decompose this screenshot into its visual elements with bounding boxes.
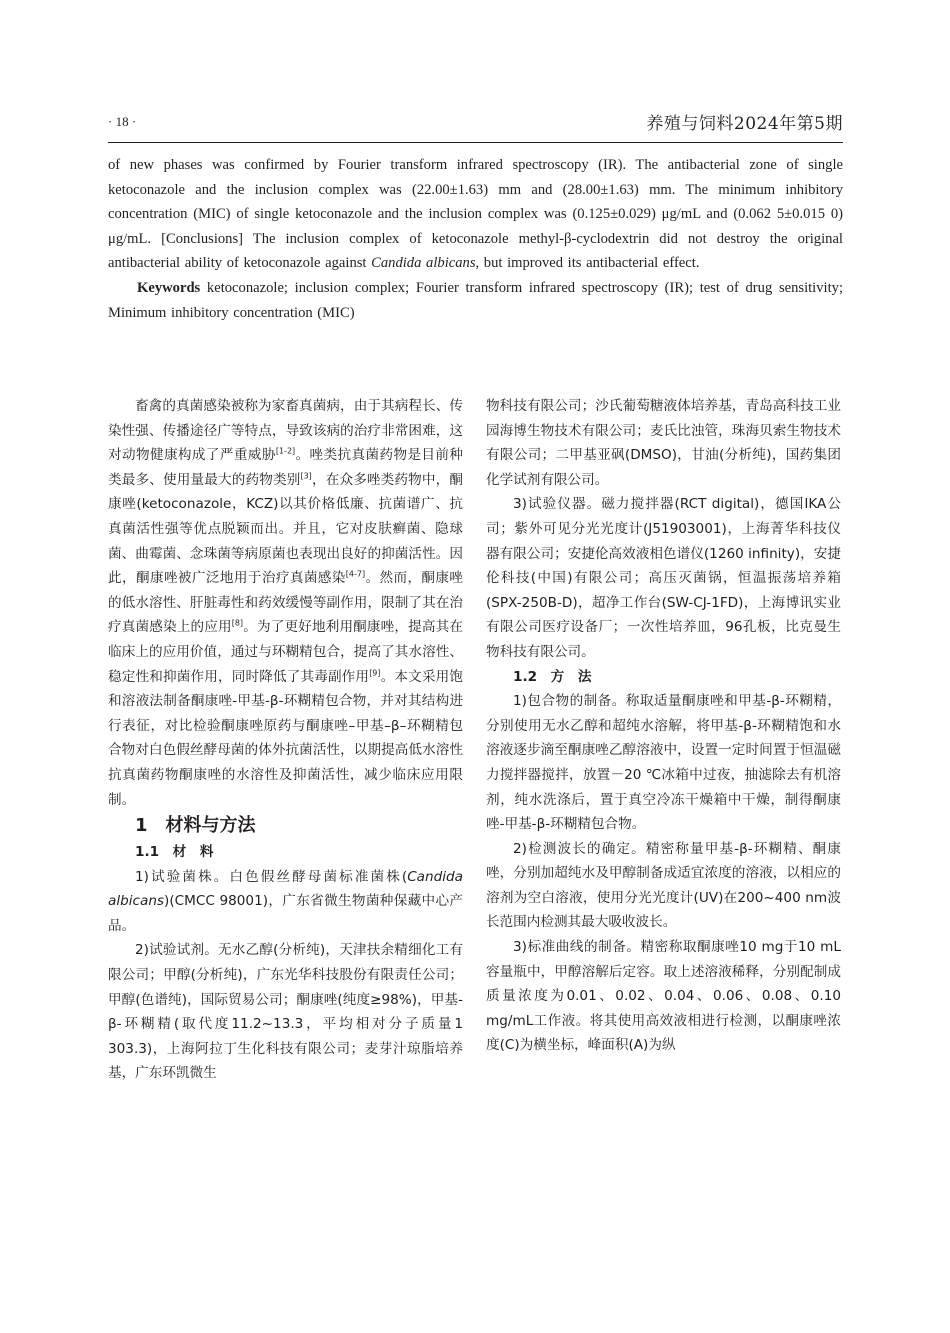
- subsection-heading: 1.2 方 法: [513, 668, 592, 685]
- english-abstract: [108, 153, 843, 325]
- materials-reagents: 2)试验试剂。无水乙醇(分析纯)，天津扶余精细化工有限公司；甲醇(分析纯)，广东光华科技股份有限责任公司；甲醇(色谱纯)，国际贸易公司；酮康唑(纯度≥98%)，甲基-β-环糊精(取代度11.2~13.3，平均相对分子质量1 303.3)，上海阿拉丁生化科技有限公司；麦芽汁琼脂培养基，广东环凯微生: [108, 942, 463, 1082]
- intro-paragraph: 畜禽的真菌感染被称为家畜真菌病，由于其病程长、传染性强、传播途径广等特点，导致该病的治疗非常困难，这对动物健康构成了严重威胁[1-2]。唑类抗真菌药物是目前种类最多、使用量最大的药物类别[3]，在众多唑类药物中，酮康唑(ketoconazole，KCZ)以其价格低廉、抗菌谱广、抗真菌活性强等优点脱颖而出。并且，它对皮肤癣菌、隐球菌、曲霉菌、念珠菌等病原菌也表现出良好的抑菌活性。因此，酮康唑被广泛地用于治疗真菌感染[4-7]。然而，酮康唑的低水溶性、肝脏毒性和药效缓慢等副作用，限制了其在治疗真菌感染上的应用[8]。为了更好地利用酮康唑，提高其在临床上的应用价值，通过与环糊精包合，提高了其水溶性、稳定性和抑菌作用，同时降低了其毒副作用[9]。本文采用饱和溶液法制备酮康唑-甲基-β-环糊精包合物，并对其结构进行表征，对比检验酮康唑原药与酮康唑–甲基–β–环糊精包合物对白色假丝酵母菌的体外抗菌活性，以期提高低水溶性抗真菌药物酮康唑的水溶性及抑菌活性，减少临床应用限制。: [108, 398, 464, 808]
- materials-strain: 1)试验菌株。白色假丝酵母菌标准菌株(Candida albicans)(CMCC 98001)，广东省微生物菌种保藏中心产品。: [108, 868, 463, 934]
- page-number: · 18 ·: [108, 114, 137, 129]
- materials-instruments: 3)试验仪器。磁力搅拌器(RCT digital)，德国IKA公司；紫外可见分光光度计(J51903001)，上海菁华科技仪器有限公司；安捷伦高效液相色谱仪(1260 infinity)，安捷伦科技(中国)有限公司；高压灭菌锅，恒温振荡培养箱(SPX-250B-D)，超净工作台(SW-CJ-1FD)，上海博讯实业有限公司医疗设备厂；一次性培养皿，96孔板，比克曼生物科技有限公司。: [486, 496, 841, 660]
- subsection-heading: 1.1 材 料: [135, 844, 214, 861]
- citation: [4-7]: [345, 569, 366, 579]
- species-name: Candida albicans: [371, 255, 476, 272]
- citation: [8]: [231, 618, 244, 628]
- right-column: [486, 394, 841, 1058]
- keywords-label: Keywords: [137, 279, 201, 296]
- citation: [1-2]: [275, 446, 296, 456]
- left-column: [108, 394, 463, 1086]
- materials-reagents-cont: 物科技有限公司；沙氏葡萄糖液体培养基，青岛高科技工业园海博生物技术有限公司；麦氏比浊管，珠海贝索生物技术有限公司；二甲基亚砜(DMSO)，甘油(分析纯)，国药集团化学试剂有限公司。: [486, 398, 841, 488]
- journal-title: 养殖与饲料2024年第5期: [646, 114, 843, 134]
- keywords-text: ketoconazole; inclusion complex; Fourier transform infrared spectroscopy (IR); test of drug sensitivity; Minimum inhibitory concentration (MIC): [108, 279, 843, 321]
- method-standard-curve: 3)标准曲线的制备。精密称取酮康唑10 mg于10 mL容量瓶中，甲醇溶解后定容。取上述溶液稀释，分别配制成质量浓度为0.01、0.02、0.04、0.06、0.08、0.10 mg/mL工作液。将其使用高效液相进行检测，以酮康唑浓度(C)为横坐标，峰面积(A)为纵: [486, 939, 841, 1054]
- section-heading: 1 材料与方法: [135, 815, 256, 837]
- method-wavelength: 2)检测波长的确定。精密称量甲基-β-环糊精、酮康唑，分别加超纯水及甲醇制备成适宜浓度的溶液，以相应的溶剂为空白溶液，使用分光光度计(UV)在200~400 nm波长范围内检测其最大吸收波长。: [486, 840, 841, 931]
- keywords: [108, 276, 843, 325]
- citation: [9]: [369, 668, 381, 677]
- abstract-paragraph: of new phases was confirmed by Fourier transform infrared spectroscopy (IR). The antibacterial zone of single ketoconazole and the inclusion complex was (22.00±1.63) mm and (28.00±1.63) mm. The minimum inhibitory concentration (MIC) of single ketoconazole and the inclusion complex was (0.125±0.029) μg/mL and (0.062 5±0.015 0) μg/mL. [Conclusions] The inclusion complex of ketoconazole methyl-β-cyclodextrin did not destroy the original antibacterial ability of ketoconazole against Candida albicans, but improved its antibacterial effect.: [108, 157, 843, 272]
- method-preparation: 1)包合物的制备。称取适量酮康唑和甲基-β-环糊精，分别使用无水乙醇和超纯水溶解，将甲基-β-环糊精饱和水溶液逐步滴至酮康唑乙醇溶液中，设置一定时间置于恒温磁力搅拌器搅拌，放置－20 ℃冰箱中过夜，抽滤除去有机溶剂，纯水洗涤后，置于真空冷冻干燥箱中干燥，制得酮康唑-甲基-β-环糊精包合物。: [486, 693, 841, 833]
- page-header: [108, 108, 843, 143]
- citation: [3]: [300, 471, 312, 481]
